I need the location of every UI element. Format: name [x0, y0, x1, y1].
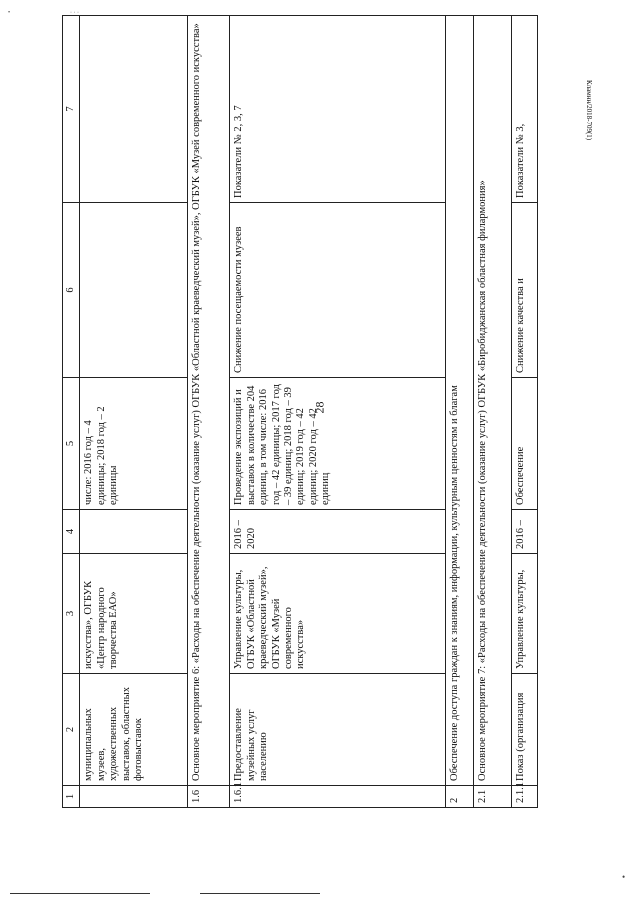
col-header-7: 7 [63, 16, 80, 203]
cell: 2016 – 2020 [230, 510, 446, 554]
col-header-4: 4 [63, 510, 80, 554]
section-row [474, 16, 512, 808]
scan-mark: · · · [70, 10, 79, 16]
cell [80, 510, 188, 554]
scan-line [200, 893, 320, 894]
col-header-5: 5 [63, 378, 80, 510]
col-header-3: 3 [63, 554, 80, 674]
cell: числе: 2016 год – 4 единицы; 2018 год – 2 единицы [80, 378, 188, 510]
page-number: 28 [312, 401, 327, 414]
cell: Управление культуры, [512, 554, 538, 674]
col-header-2: 2 [63, 674, 80, 786]
table-row [230, 16, 446, 808]
header-row [63, 16, 80, 808]
section-row [446, 16, 474, 808]
col-header-1: 1 [63, 786, 80, 808]
cell: искусства», ОГБУК «Центр народного творчества ЕАО» [80, 554, 188, 674]
cell: 2016 – [512, 510, 538, 554]
cell [80, 16, 188, 203]
cell: Предоставление музейных услуг населению [230, 674, 446, 786]
table-row [80, 16, 188, 808]
cell [80, 203, 188, 378]
cell: Снижение качества и [512, 203, 538, 378]
scan-line [10, 893, 150, 894]
scan-mark: • [8, 10, 11, 16]
cell: 1.6 [188, 786, 230, 808]
section-title: Обеспечение доступа граждан к знаниям, информации, культурным ценностям и благам [446, 16, 474, 786]
rotated-table-container [62, 16, 542, 808]
section-title: Основное мероприятие 7: «Расходы на обеспечение деятельности (оказание услуг) ОГБУК «Биробиджанская областная филармония» [474, 16, 512, 786]
table-row [512, 16, 538, 808]
scan-mark: • [622, 872, 626, 882]
cell [80, 786, 188, 808]
cell: Показ (организация [512, 674, 538, 786]
footer-code: Кламнн/2018-709(1) [585, 80, 593, 141]
cell: Обеспечение [512, 378, 538, 510]
col-header-6: 6 [63, 203, 80, 378]
cell: муниципальных музеев, художественных выставок, областных фотовыставок [80, 674, 188, 786]
section-title: Основное мероприятие 6: «Расходы на обеспечение деятельности (оказание услуг) ОГБУК «Областной краеведческий музей», ОГБУК «Музей современного искусства» [188, 16, 230, 786]
measures-table [62, 15, 538, 808]
cell: 1.6.1 [230, 786, 446, 808]
cell: 2.1.1 [512, 786, 538, 808]
cell: Показатели № 3, [512, 16, 538, 203]
cell: 2 [446, 786, 474, 808]
cell: 2.1 [474, 786, 512, 808]
cell: Управление культуры, ОГБУК «Областной краеведческий музей», ОГБУК «Музей современного искусства» [230, 554, 446, 674]
section-row [188, 16, 230, 808]
cell: Показатели № 2, 3, 7 [230, 16, 446, 203]
cell: Снижение посещаемости музеев [230, 203, 446, 378]
cell: Проведение экспозиций и выставок в количестве 204 единиц, в том числе: 2016 год – 42 единицы; 2017 год – 39 единиц; 2018 год – 39 единиц; 2019 год – 42 единиц; 2020 год – 42 единиц [230, 378, 446, 510]
